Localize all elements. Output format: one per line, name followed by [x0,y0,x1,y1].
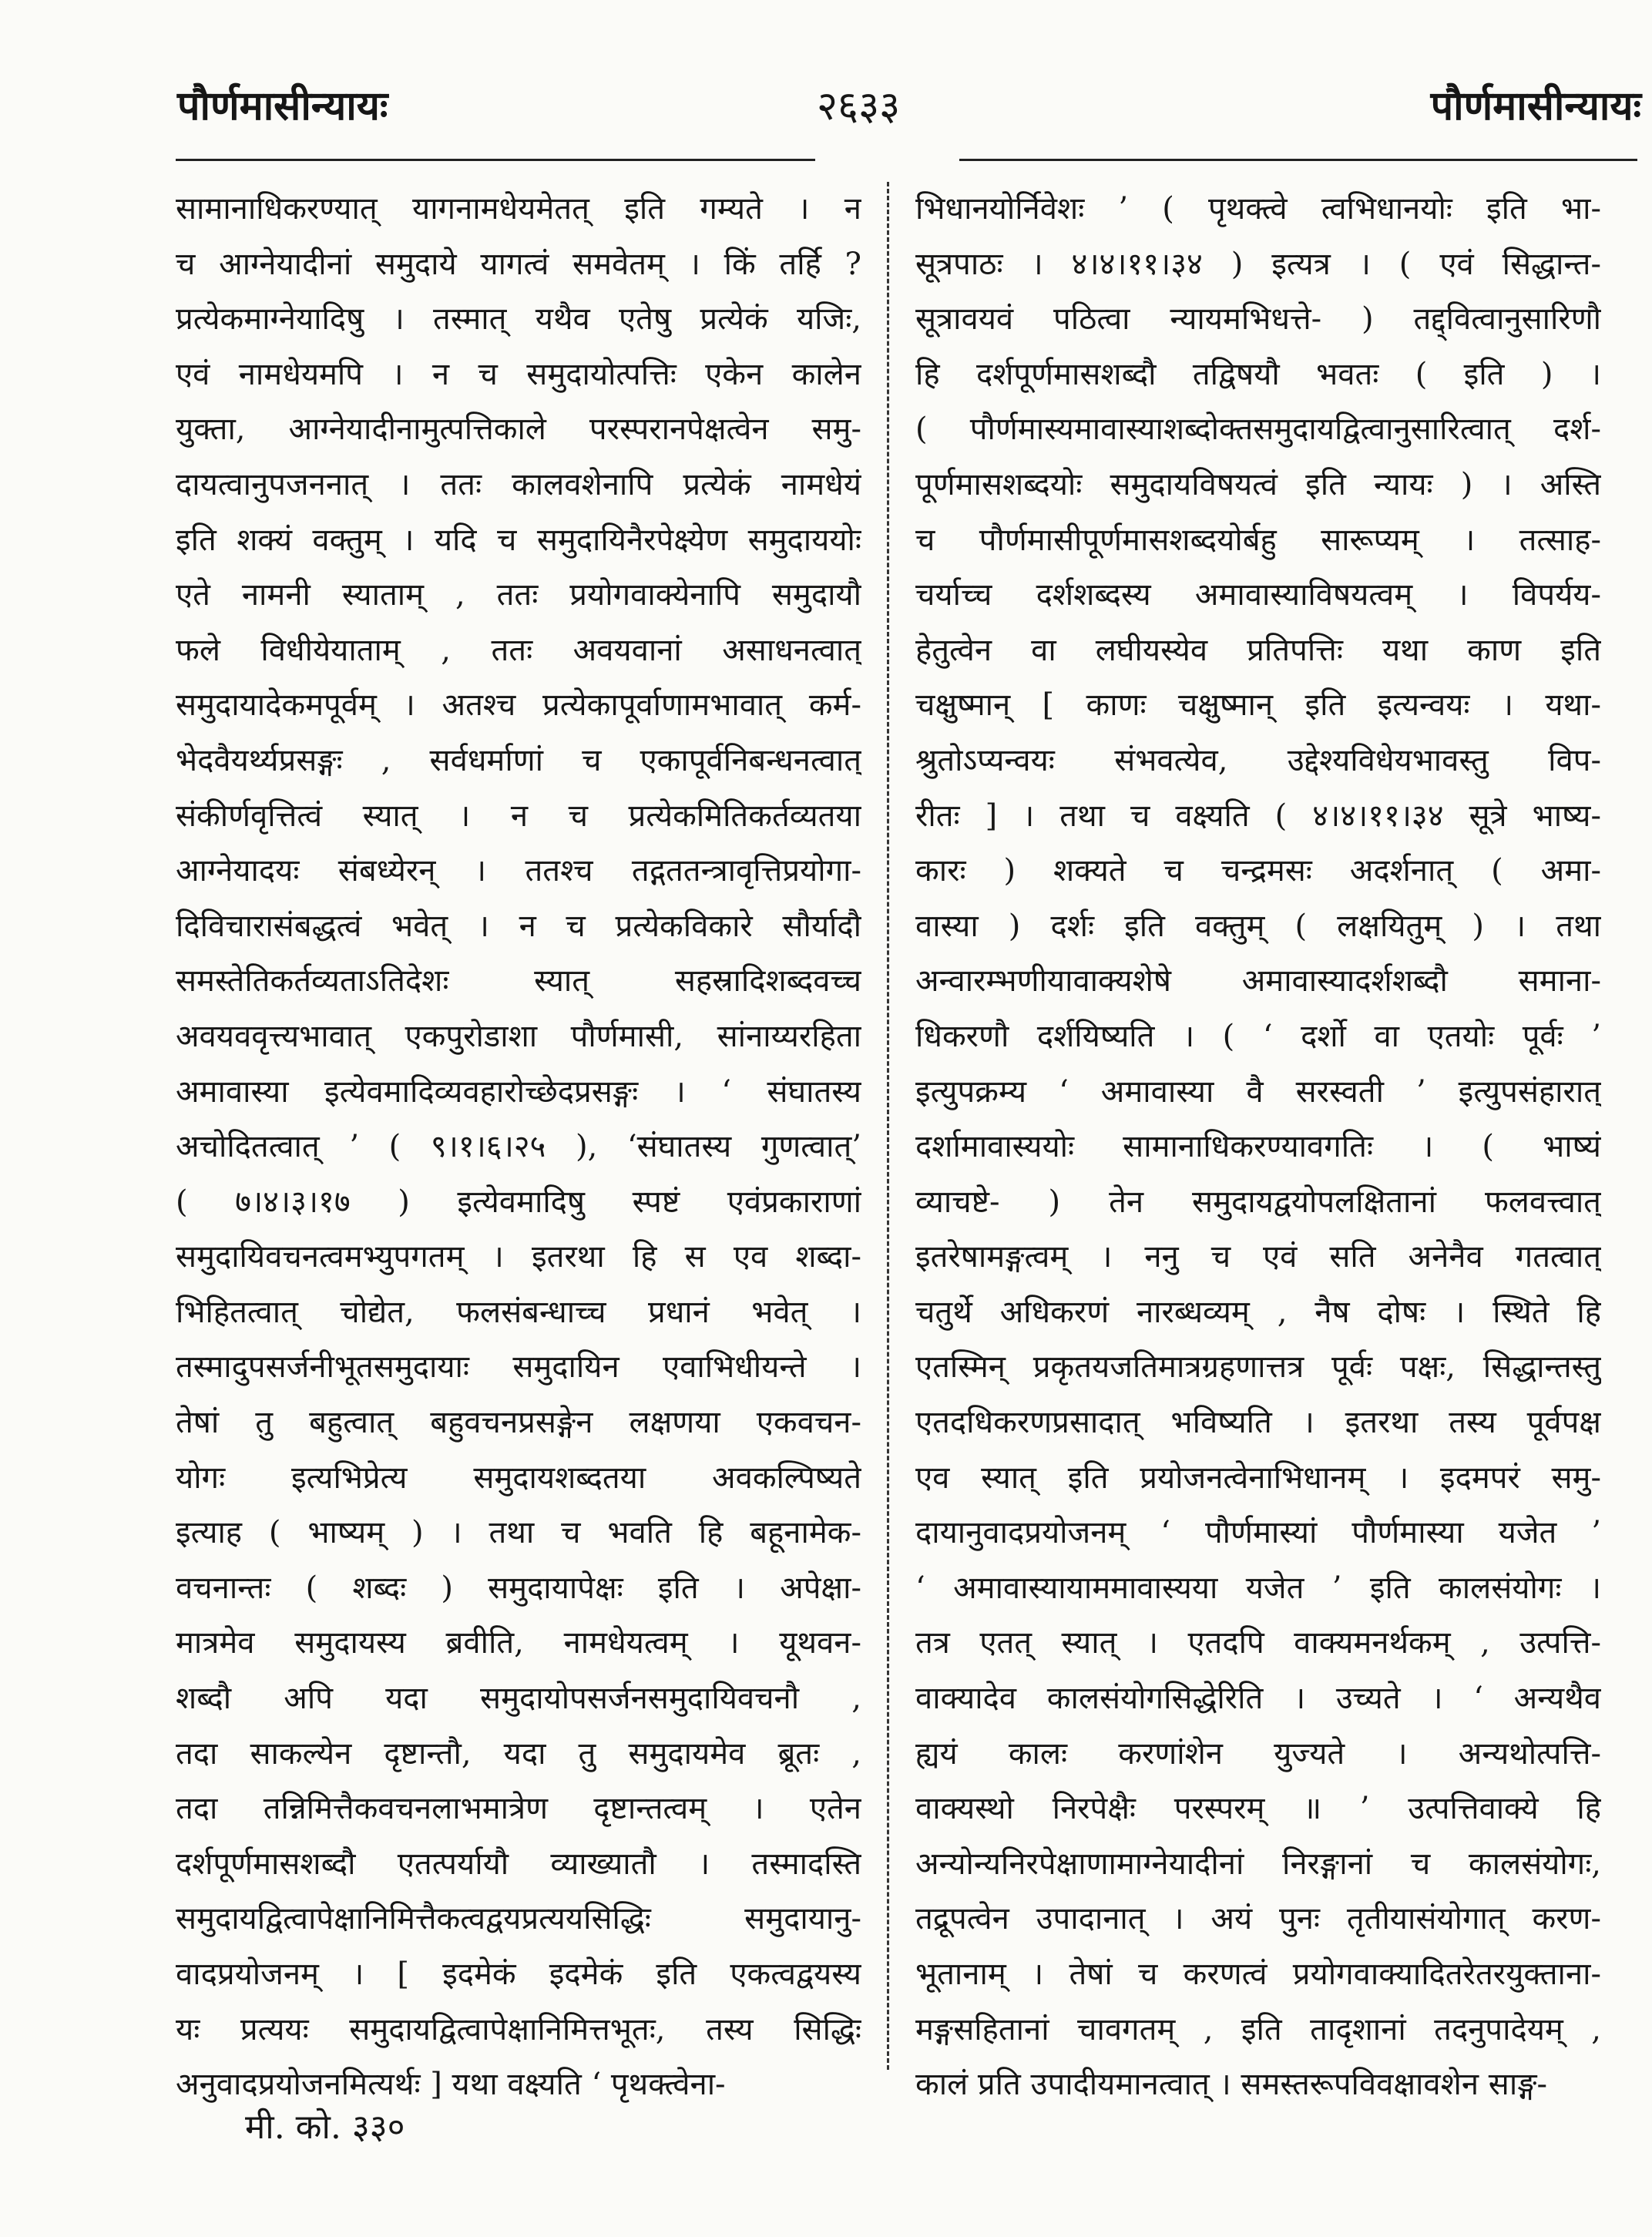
text-line: चतुर्थे अधिकरणं नारब्धव्यम् , नैष दोषः । स्थिते हि [915,1294,1601,1330]
text-line: ( ७।४।३।१७ ) इत्येवमादिषु स्पष्टं एवंप्रकाराणां [176,1184,861,1220]
text-line: समुदायिवचनत्वमभ्युपगतम् । इतरथा हि स एव शब्दा- [176,1239,861,1275]
text-line: अवयववृत्त्यभावात् एकपुरोडाशा पौर्णमासी, सांनाय्यरहिता [176,1018,861,1054]
text-line: एतस्मिन् प्रकृतयजतिमात्रग्रहणात्तत्र पूर्वः पक्षः, सिद्धान्तस्तु [915,1349,1601,1386]
text-line: तेषां तु बहुत्वात् बहुवचनप्रसङ्गेन लक्षणया एकवचन- [176,1405,861,1441]
text-line: च पौर्णमासीपूर्णमासशब्दयोर्बहु सारूप्यम् । तत्साह- [915,522,1601,558]
text-line: तस्मादुपसर्जनीभूतसमुदायाः समुदायिन एवाभिधीयन्ते । [176,1349,861,1386]
text-line: संकीर्णवृत्तित्वं स्यात् । न च प्रत्येकमितिकर्तव्यतया [176,798,861,834]
text-line: कालं प्रति उपादीयमानत्वात् । समस्तरूपविवक्षावशेन साङ्ग- [915,2067,1548,2103]
text-line: अमावास्या इत्येवमादिव्यवहारोच्छेदप्रसङ्गः । ‘ संघातस्य [176,1073,861,1110]
text-line: दिविचारासंबद्धत्वं भवेत् । न च प्रत्येकविकारे सौर्यादौ [176,908,861,944]
text-line: इत्याह ( भाष्यम् ) । तथा च भवति हि बहूनामेक- [176,1515,861,1551]
text-line: हि दर्शपूर्णमासशब्दौ तद्विषयौ भवतः ( इति ) । [915,356,1601,392]
text-line: ( पौर्णमास्यमावास्याशब्दोक्तसमुदायद्वित्वानुसारित्वात् दर्श- [915,411,1601,448]
footer-signature: मी. को. ३३० [245,2108,405,2147]
text-line: ‘ अमावास्यायाममावास्यया यजेत ’ इति कालसंयोगः । [915,1570,1601,1606]
page-header [177,77,1641,146]
text-line: अन्वारम्भणीयावाक्यशेषे अमावास्यादर्शशब्दौ समाना- [915,963,1601,999]
text-line: पूर्णमासशब्दयोः समुदायविषयत्वं इति न्यायः ) । अस्ति [915,466,1601,502]
text-line: तदा साकल्येन दृष्टान्तौ, यदा तु समुदायमेव ब्रूतः , [176,1735,861,1772]
text-line: दर्शपूर्णमासशब्दौ एतत्पर्यायौ व्याख्यातौ । तस्मादस्ति [176,1846,861,1882]
page-number: २६३३ [817,83,901,129]
text-line: समुदायादेकमपूर्वम् । अतश्च प्रत्येकापूर्वाणामभावात् कर्म- [176,687,861,724]
text-line: मङ्गसहितानां चावगतम् , इति तादृशानां तदनुपादेयम् , [915,2011,1601,2047]
text-line: वादप्रयोजनम् । [ इदमेकं इदमेकं इति एकत्वद्वयस्य [176,1957,861,1992]
text-line: अनुवादप्रयोजनमित्यर्थः ] यथा वक्ष्यति ‘ पृथक्त्वेना- [176,2067,726,2103]
text-line: दर्शामावास्ययोः सामानाधिकरण्यावगतिः । ( भाष्यं [915,1129,1601,1165]
text-line: च आग्नेयादीनां समुदाये यागत्वं समवेतम् । किं तर्हि ? [176,246,861,282]
text-line: व्याचष्टे- ) तेन समुदायद्वयोपलक्षितानां फलवत्त्वात् [915,1184,1601,1220]
text-line: भेदवैयर्थ्यप्रसङ्गः , सर्वधर्माणां च एकापूर्वनिबन्धनत्वात् [176,742,861,778]
text-line: मात्रमेव समुदायस्य ब्रवीति, नामधेयत्वम् । यूथवन- [176,1625,861,1661]
text-line: एवं नामधेयमपि । न च समुदायोत्पत्तिः एकेन कालेन [176,356,861,392]
column-divider [887,182,889,2070]
text-line: सामानाधिकरण्यात् यागनामधेयमेतत् इति गम्यते । न [176,191,861,227]
text-line: श्रुतोऽप्यन्वयः संभवत्येव, उद्देश्यविधेयभावस्तु विप- [915,742,1601,778]
text-line: युक्ता, आग्नेयादीनामुत्पत्तिकाले परस्परानपेक्षत्वेन समु- [176,411,861,448]
text-line: ह्ययं कालः करणांशेन युज्यते । अन्यथोत्पत्ति- [915,1735,1601,1772]
text-line: फले विधीयेयाताम् , ततः अवयवानां असाधनत्वात् [176,632,861,668]
text-line: समस्तेतिकर्तव्यताऽतिदेशः स्यात् सहस्रादिशब्दवच्च [176,963,861,999]
text-line: इति शक्यं वक्तुम् । यदि च समुदायिनैरपेक्ष्येण समुदाययोः [176,522,861,558]
text-line: आग्नेयादयः संबध्येरन् । ततश्च तद्गततन्त्रावृत्तिप्रयोगा- [176,853,861,889]
text-line: वाक्यादेव कालसंयोगसिद्धेरिति । उच्यते । ‘ अन्यथैव [915,1681,1601,1717]
header-rule-left [176,159,815,161]
running-title-left: पौर्णमासीन्यायः [177,82,388,129]
header-rule-right [959,159,1637,161]
text-line: भिधानयोर्निवेशः ’ ( पृथक्त्वे त्वभिधानयोः इति भा- [915,191,1601,227]
text-line: एते नामनी स्याताम् , ततः प्रयोगवाक्येनापि समुदायौ [176,577,861,613]
text-line: सूत्रावयवं पठित्वा न्यायमभिधत्ते- ) तद्द्वित्वानुसारिणौ [915,301,1601,338]
text-line: चक्षुष्मान् [ काणः चक्षुष्मान् इति इत्यन्वयः । यथा- [915,687,1601,724]
text-line: भिहितत्वात् चोद्येत, फलसंबन्धाच्च प्रधानं भवेत् । [176,1294,861,1330]
text-line: यः प्रत्ययः समुदायद्वित्वापेक्षानिमित्तभूतः, तस्य सिद्धिः [176,2011,861,2047]
text-line: तद्रूपत्वेन उपादानात् । अयं पुनः तृतीयासंयोगात् करण- [915,1901,1601,1937]
text-line: भूतानाम् । तेषां च करणत्वं प्रयोगवाक्यादितरेतरयुक्ताना- [915,1957,1601,1992]
right-text-column [915,182,1601,2113]
text-line: शब्दौ अपि यदा समुदायोपसर्जनसमुदायिवचनौ , [176,1681,861,1717]
text-line: अचोदितत्वात् ’ ( ९।१।६।२५ ), ‘संघातस्य गुणत्वात्’ [176,1129,861,1165]
text-line: इतरेषामङ्गत्वम् । ननु च एवं सति अनेनैव गतत्वात् [915,1239,1601,1275]
text-line: प्रत्येकमाग्नेयादिषु । तस्मात् यथैव एतेषु प्रत्येकं यजिः, [176,301,861,338]
running-title-right: पौर्णमासीन्यायः [1430,82,1641,129]
text-line: तत्र एतत् स्यात् । एतदपि वाक्यमनर्थकम् , उत्पत्ति- [915,1625,1601,1661]
text-line: इत्युपक्रम्य ‘ अमावास्या वै सरस्वती ’ इत्युपसंहारात् [915,1073,1601,1110]
text-line: समुदायद्वित्वापेक्षानिमित्तैकत्वद्वयप्रत्ययसिद्धिः समुदायानु- [176,1901,861,1937]
text-line: कारः ) शक्यते च चन्द्रमसः अदर्शनात् ( अमा- [915,853,1601,889]
text-line: वचनान्तः ( शब्दः ) समुदायापेक्षः इति । अपेक्षा- [176,1570,861,1606]
text-line: हेतुत्वेन वा लघीयस्येव प्रतिपत्तिः यथा काण इति [915,632,1601,668]
text-line: वास्या ) दर्शः इति वक्तुम् ( लक्षयितुम् ) । तथा [915,908,1601,944]
text-line: वाक्यस्थो निरपेक्षैः परस्परम् ॥ ’ उत्पत्तिवाक्ये हि [915,1791,1601,1827]
text-line: सूत्रपाठः । ४।४।११।३४ ) इत्यत्र । ( एवं सिद्धान्त- [915,246,1601,282]
text-line: तदा तन्निमित्तैकवचनलाभमात्रेण दृष्टान्तत्वम् । एतेन [176,1791,861,1827]
text-line: एव स्यात् इति प्रयोजनत्वेनाभिधानम् । इदमपरं समु- [915,1459,1601,1496]
left-text-column [176,182,861,2113]
text-line: अन्योन्यनिरपेक्षाणामाग्नेयादीनां निरङ्गानां च कालसंयोगः, [915,1846,1601,1882]
text-line: रीतः ] । तथा च वक्ष्यति ( ४।४।११।३४ सूत्रे भाष्य- [915,798,1601,834]
text-line: चर्याच्च दर्शशब्दस्य अमावास्याविषयत्वम् । विपर्यय- [915,577,1601,613]
text-line: दायत्वानुपजननात् । ततः कालवशेनापि प्रत्येकं नामधेयं [176,466,861,502]
text-line: योगः इत्यभिप्रेत्य समुदायशब्दतया अवकल्पिष्यते [176,1459,861,1496]
text-line: दायानुवादप्रयोजनम् ‘ पौर्णमास्यां पौर्णमास्या यजेत ’ [915,1515,1601,1551]
text-line: धिकरणौ दर्शयिष्यति । ( ‘ दर्शो वा एतयोः पूर्वः ’ [915,1018,1601,1054]
text-line: एतदधिकरणप्रसादात् भविष्यति । इतरथा तस्य पूर्वपक्ष [915,1405,1601,1441]
